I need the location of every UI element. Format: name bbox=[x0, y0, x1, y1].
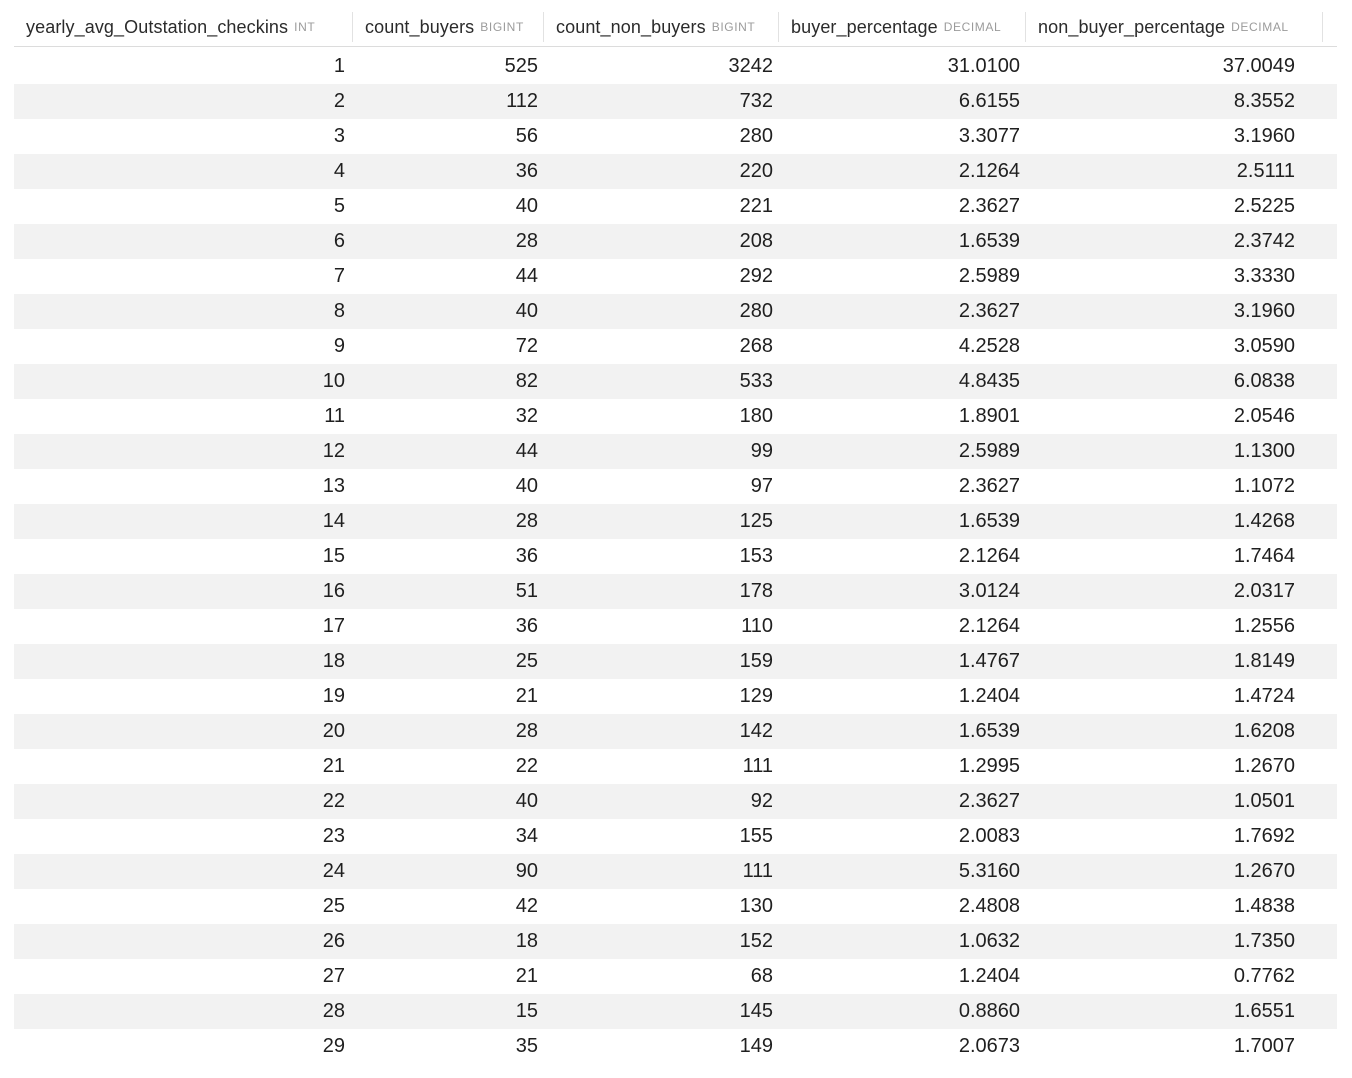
table-cell[interactable]: 10 bbox=[322, 370, 345, 392]
table-cell[interactable]: 280 bbox=[739, 300, 773, 322]
table-cell[interactable]: 15 bbox=[322, 545, 345, 567]
table-cell[interactable]: 31.0100 bbox=[947, 55, 1020, 77]
table-cell[interactable]: 110 bbox=[741, 615, 773, 637]
table-cell[interactable]: 1.2556 bbox=[1233, 615, 1295, 637]
table-cell[interactable]: 1.4767 bbox=[958, 650, 1020, 672]
table-cell[interactable]: 3.1960 bbox=[1233, 125, 1295, 147]
table-cell[interactable]: 4 bbox=[333, 160, 345, 182]
column-type: BIGINT bbox=[480, 20, 524, 34]
table-cell[interactable]: 25 bbox=[515, 650, 538, 672]
table-cell[interactable]: 292 bbox=[739, 265, 773, 287]
table-cell[interactable]: 90 bbox=[515, 860, 538, 882]
table-row[interactable] bbox=[14, 504, 1337, 539]
table-cell[interactable]: 11 bbox=[324, 405, 345, 427]
table-cell[interactable]: 14 bbox=[322, 510, 345, 532]
table-cell[interactable]: 159 bbox=[739, 650, 773, 672]
table-cell[interactable]: 99 bbox=[750, 440, 773, 462]
table-cell[interactable]: 22 bbox=[515, 755, 538, 777]
table-cell[interactable]: 1.6539 bbox=[958, 720, 1020, 742]
table-cell[interactable]: 29 bbox=[322, 1035, 345, 1057]
column-name: yearly_avg_Outstation_checkins bbox=[26, 16, 289, 37]
table-cell[interactable]: 4.8435 bbox=[958, 370, 1020, 392]
table-cell[interactable]: 20 bbox=[322, 720, 345, 742]
table-cell[interactable]: 1.1300 bbox=[1233, 440, 1295, 462]
table-cell[interactable]: 129 bbox=[739, 685, 773, 707]
table-row[interactable] bbox=[14, 679, 1337, 714]
table-row[interactable] bbox=[14, 399, 1337, 434]
table-cell[interactable]: 26 bbox=[322, 930, 345, 952]
table-cell[interactable]: 1.6208 bbox=[1233, 720, 1295, 742]
table-cell[interactable]: 533 bbox=[739, 370, 773, 392]
table-cell[interactable]: 21 bbox=[322, 755, 345, 777]
table-cell[interactable]: 2.5989 bbox=[958, 440, 1020, 462]
table-cell[interactable]: 68 bbox=[750, 965, 773, 987]
table-cell[interactable]: 1.2404 bbox=[958, 685, 1020, 707]
table-cell[interactable]: 4.2528 bbox=[958, 335, 1020, 357]
table-cell[interactable]: 2.5225 bbox=[1233, 195, 1295, 217]
table-cell[interactable]: 220 bbox=[739, 160, 773, 182]
table-cell[interactable]: 125 bbox=[739, 510, 773, 532]
table-cell[interactable]: 180 bbox=[739, 405, 773, 427]
table-cell[interactable]: 40 bbox=[515, 300, 538, 322]
table-cell[interactable]: 18 bbox=[322, 650, 345, 672]
table-cell[interactable]: 1.6539 bbox=[958, 510, 1020, 532]
table-cell[interactable]: 732 bbox=[739, 90, 773, 112]
table-row[interactable] bbox=[14, 749, 1337, 784]
column-name: count_buyers bbox=[365, 16, 475, 37]
table-cell[interactable]: 525 bbox=[504, 55, 538, 77]
table-cell[interactable]: 27 bbox=[322, 965, 345, 987]
table-row[interactable] bbox=[14, 819, 1337, 854]
table-cell[interactable]: 2.4808 bbox=[958, 895, 1020, 917]
table-cell[interactable]: 36 bbox=[515, 615, 538, 637]
table-cell[interactable]: 2.3627 bbox=[958, 300, 1020, 322]
table-row[interactable] bbox=[14, 539, 1337, 574]
table-cell[interactable]: 3.0124 bbox=[958, 580, 1020, 602]
table-row[interactable] bbox=[14, 924, 1337, 959]
table-row[interactable] bbox=[14, 889, 1337, 924]
table-cell[interactable]: 44 bbox=[515, 440, 538, 462]
table-cell[interactable]: 2.3627 bbox=[958, 475, 1020, 497]
table-cell[interactable]: 51 bbox=[515, 580, 538, 602]
column-name: buyer_percentage bbox=[791, 16, 938, 37]
table-cell[interactable]: 97 bbox=[750, 475, 773, 497]
table-row[interactable] bbox=[14, 294, 1337, 329]
table-cell[interactable]: 28 bbox=[515, 230, 538, 252]
table-cell[interactable]: 13 bbox=[322, 475, 345, 497]
table-cell[interactable]: 40 bbox=[515, 475, 538, 497]
table-cell[interactable]: 3.3077 bbox=[958, 125, 1020, 147]
table-cell[interactable]: 16 bbox=[322, 580, 345, 602]
table-cell[interactable]: 12 bbox=[322, 440, 345, 462]
table-cell[interactable]: 24 bbox=[322, 860, 345, 882]
table-row[interactable] bbox=[14, 364, 1337, 399]
table-cell[interactable]: 3242 bbox=[728, 55, 773, 77]
table-cell[interactable]: 111 bbox=[742, 755, 773, 777]
table-row[interactable] bbox=[14, 469, 1337, 504]
table-cell[interactable]: 221 bbox=[739, 195, 773, 217]
table-row[interactable] bbox=[14, 994, 1337, 1029]
table-cell[interactable]: 9 bbox=[333, 335, 345, 357]
column-header-count-non-buyers[interactable] bbox=[544, 12, 779, 42]
table-cell[interactable]: 21 bbox=[515, 685, 538, 707]
table-cell[interactable]: 2.3742 bbox=[1233, 230, 1295, 252]
table-cell[interactable]: 6.6155 bbox=[958, 90, 1020, 112]
table-cell[interactable]: 15 bbox=[515, 1000, 538, 1022]
table-cell[interactable]: 35 bbox=[515, 1035, 538, 1057]
table-cell[interactable]: 28 bbox=[515, 510, 538, 532]
table-cell[interactable]: 2.5989 bbox=[958, 265, 1020, 287]
table-cell[interactable]: 1.4838 bbox=[1233, 895, 1295, 917]
table-row[interactable] bbox=[14, 1029, 1337, 1064]
table-cell[interactable]: 2.0083 bbox=[958, 825, 1020, 847]
table-cell[interactable]: 111 bbox=[742, 860, 773, 882]
table-cell[interactable]: 5.3160 bbox=[958, 860, 1020, 882]
table-cell[interactable]: 153 bbox=[739, 545, 773, 567]
table-cell[interactable]: 178 bbox=[739, 580, 773, 602]
table-cell[interactable]: 130 bbox=[739, 895, 773, 917]
column-type: DECIMAL bbox=[943, 20, 1002, 34]
table-cell[interactable]: 82 bbox=[515, 370, 538, 392]
table-cell[interactable]: 17 bbox=[322, 615, 345, 637]
table-row[interactable] bbox=[14, 784, 1337, 819]
table-cell[interactable]: 28 bbox=[515, 720, 538, 742]
table-cell[interactable]: 1.0501 bbox=[1233, 790, 1295, 812]
table-cell[interactable]: 1.7464 bbox=[1233, 545, 1295, 567]
column-type: BIGINT bbox=[711, 20, 756, 34]
table-cell[interactable]: 2.1264 bbox=[958, 160, 1020, 182]
table-cell[interactable]: 18 bbox=[515, 930, 538, 952]
table-cell[interactable]: 7 bbox=[333, 265, 345, 287]
table-cell[interactable]: 145 bbox=[739, 1000, 773, 1022]
table-cell[interactable]: 25 bbox=[322, 895, 345, 917]
table-cell[interactable]: 1.7692 bbox=[1233, 825, 1295, 847]
table-cell[interactable]: 2.0317 bbox=[1233, 580, 1295, 602]
table-cell[interactable]: 72 bbox=[515, 335, 538, 357]
column-header-non-buyer-percentage[interactable] bbox=[1026, 12, 1323, 42]
table-row[interactable] bbox=[14, 854, 1337, 889]
table-cell[interactable]: 1.7350 bbox=[1233, 930, 1295, 952]
table-cell[interactable]: 40 bbox=[515, 790, 538, 812]
column-name: non_buyer_percentage bbox=[1038, 16, 1226, 37]
table-row[interactable] bbox=[14, 224, 1337, 259]
table-cell[interactable]: 40 bbox=[515, 195, 538, 217]
table-cell[interactable]: 36 bbox=[515, 160, 538, 182]
table-cell[interactable]: 6 bbox=[333, 230, 345, 252]
table-cell[interactable]: 21 bbox=[515, 965, 538, 987]
table-cell[interactable]: 142 bbox=[739, 720, 773, 742]
table-cell[interactable]: 1.2670 bbox=[1233, 860, 1295, 882]
table-row[interactable] bbox=[14, 189, 1337, 224]
table-cell[interactable]: 3.3330 bbox=[1233, 265, 1295, 287]
column-name: count_non_buyers bbox=[556, 16, 706, 37]
table-cell[interactable]: 92 bbox=[750, 790, 773, 812]
table-cell[interactable]: 34 bbox=[515, 825, 538, 847]
table-cell[interactable]: 3.1960 bbox=[1233, 300, 1295, 322]
table-row[interactable] bbox=[14, 49, 1337, 84]
table-cell[interactable]: 56 bbox=[515, 125, 538, 147]
table-cell[interactable]: 1.2404 bbox=[958, 965, 1020, 987]
table-cell[interactable]: 268 bbox=[739, 335, 773, 357]
table-row[interactable] bbox=[14, 259, 1337, 294]
table-row[interactable] bbox=[14, 714, 1337, 749]
table-cell[interactable]: 6.0838 bbox=[1233, 370, 1295, 392]
table-cell[interactable]: 23 bbox=[322, 825, 345, 847]
table-cell[interactable]: 155 bbox=[739, 825, 773, 847]
table-cell[interactable]: 28 bbox=[322, 1000, 345, 1022]
table-cell[interactable]: 1.1072 bbox=[1233, 475, 1295, 497]
table-cell[interactable]: 2.0673 bbox=[958, 1035, 1020, 1057]
table-cell[interactable]: 1 bbox=[333, 55, 345, 77]
table-cell[interactable]: 36 bbox=[515, 545, 538, 567]
table-cell[interactable]: 1.8149 bbox=[1233, 650, 1295, 672]
table-cell[interactable]: 1.4268 bbox=[1233, 510, 1295, 532]
column-type: DECIMAL bbox=[1231, 20, 1289, 34]
table-cell[interactable]: 2.1264 bbox=[958, 615, 1020, 637]
table-cell[interactable]: 8 bbox=[333, 300, 345, 322]
result-rows bbox=[14, 49, 1337, 1064]
table-row[interactable] bbox=[14, 434, 1337, 469]
table-cell[interactable]: 112 bbox=[506, 90, 538, 112]
table-cell[interactable]: 2.1264 bbox=[958, 545, 1020, 567]
table-cell[interactable]: 0.8860 bbox=[958, 1000, 1020, 1022]
column-header-row bbox=[14, 8, 1337, 47]
table-cell[interactable]: 2 bbox=[333, 90, 345, 112]
column-type: INT bbox=[294, 20, 316, 34]
table-cell[interactable]: 208 bbox=[739, 230, 773, 252]
table-cell[interactable]: 2.3627 bbox=[958, 790, 1020, 812]
table-cell[interactable]: 1.2995 bbox=[958, 755, 1020, 777]
table-cell[interactable]: 8.3552 bbox=[1233, 90, 1295, 112]
column-header-buyer-percentage[interactable] bbox=[779, 12, 1026, 42]
table-cell[interactable]: 1.8901 bbox=[958, 405, 1020, 427]
table-cell[interactable]: 1.7007 bbox=[1233, 1035, 1295, 1057]
table-cell[interactable]: 1.2670 bbox=[1233, 755, 1295, 777]
table-cell[interactable]: 22 bbox=[322, 790, 345, 812]
table-row[interactable] bbox=[14, 84, 1337, 119]
results-grid bbox=[14, 8, 1337, 1064]
table-cell[interactable]: 37.0049 bbox=[1222, 55, 1295, 77]
table-row[interactable] bbox=[14, 644, 1337, 679]
table-cell[interactable]: 44 bbox=[515, 265, 538, 287]
table-cell[interactable]: 2.3627 bbox=[958, 195, 1020, 217]
table-cell[interactable]: 5 bbox=[333, 195, 345, 217]
table-row[interactable] bbox=[14, 119, 1337, 154]
table-cell[interactable]: 32 bbox=[515, 405, 538, 427]
table-cell[interactable]: 3.0590 bbox=[1233, 335, 1295, 357]
table-cell[interactable]: 1.6551 bbox=[1233, 1000, 1295, 1022]
table-row[interactable] bbox=[14, 329, 1337, 364]
table-row[interactable] bbox=[14, 609, 1337, 644]
table-cell[interactable]: 2.5111 bbox=[1236, 160, 1295, 182]
table-cell[interactable]: 42 bbox=[515, 895, 538, 917]
table-cell[interactable]: 1.0632 bbox=[958, 930, 1020, 952]
table-cell[interactable]: 1.4724 bbox=[1233, 685, 1295, 707]
column-header-count-buyers[interactable] bbox=[353, 12, 544, 42]
table-row[interactable] bbox=[14, 574, 1337, 609]
table-cell[interactable]: 152 bbox=[739, 930, 773, 952]
table-cell[interactable]: 19 bbox=[322, 685, 345, 707]
table-cell[interactable]: 2.0546 bbox=[1233, 405, 1295, 427]
table-cell[interactable]: 1.6539 bbox=[958, 230, 1020, 252]
table-cell[interactable]: 0.7762 bbox=[1233, 965, 1295, 987]
table-row[interactable] bbox=[14, 959, 1337, 994]
table-cell[interactable]: 3 bbox=[333, 125, 345, 147]
table-cell[interactable]: 149 bbox=[739, 1035, 773, 1057]
table-cell[interactable]: 280 bbox=[739, 125, 773, 147]
column-header-yearly-avg-outstation-checkins[interactable] bbox=[14, 12, 353, 42]
table-row[interactable] bbox=[14, 154, 1337, 189]
